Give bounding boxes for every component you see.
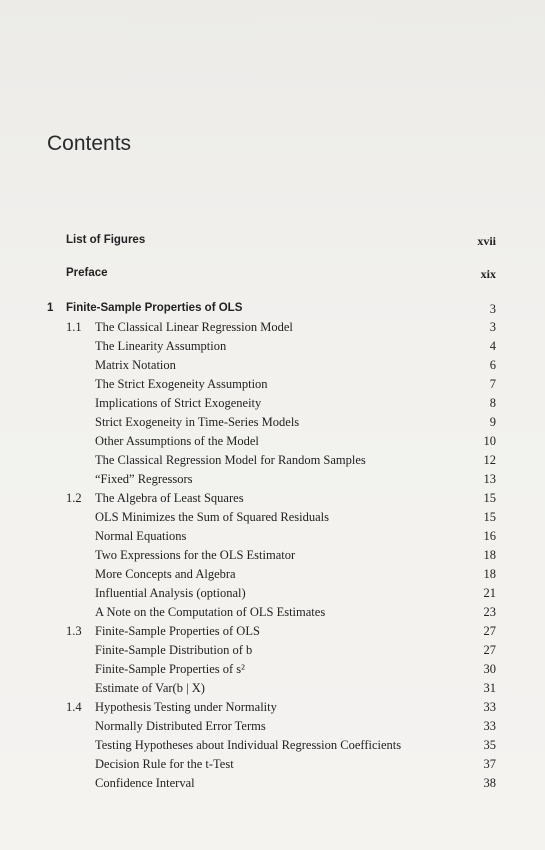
entry-page: 37 xyxy=(483,757,496,771)
entry-title: Finite-Sample Properties of s² xyxy=(95,662,245,676)
subsection-entry xyxy=(0,339,545,358)
subsection-entry xyxy=(0,510,545,529)
section-number: 1.2 xyxy=(66,491,82,505)
entry-page: 15 xyxy=(483,510,496,524)
front-matter-page: xix xyxy=(480,267,496,281)
entry-title: Other Assumptions of the Model xyxy=(95,434,259,448)
subsection-entry xyxy=(0,377,545,396)
entry-page: 23 xyxy=(483,605,496,619)
entry-page: 21 xyxy=(483,586,496,600)
entry-title: Influential Analysis (optional) xyxy=(95,586,246,600)
subsection-entry xyxy=(0,681,545,700)
subsection-entry xyxy=(0,396,545,415)
section-entry xyxy=(0,491,545,510)
entry-title: Strict Exogeneity in Time-Series Models xyxy=(95,415,300,429)
section-number: 1.1 xyxy=(66,320,82,334)
section-number: 1.4 xyxy=(66,700,82,714)
subsection-entry xyxy=(0,719,545,738)
entry-page: 18 xyxy=(483,567,496,581)
section-number: 1.3 xyxy=(66,624,82,638)
entry-title: Hypothesis Testing under Normality xyxy=(95,700,277,714)
entry-page: 18 xyxy=(483,548,496,562)
entry-page: 27 xyxy=(483,624,496,638)
entry-title: Estimate of Var(b | X) xyxy=(95,681,205,695)
section-entry xyxy=(0,700,545,719)
subsection-entry xyxy=(0,757,545,776)
subsection-entry xyxy=(0,415,545,434)
subsection-entry xyxy=(0,586,545,605)
entry-page: 6 xyxy=(489,358,496,372)
entry-title: Two Expressions for the OLS Estimator xyxy=(95,548,296,562)
entry-title: The Algebra of Least Squares xyxy=(95,491,244,505)
subsection-entry xyxy=(0,453,545,472)
entry-page: 3 xyxy=(489,320,496,334)
subsection-entry xyxy=(0,548,545,567)
subsection-entry xyxy=(0,605,545,624)
entry-title: A Note on the Computation of OLS Estimates xyxy=(95,605,326,619)
entry-title: The Classical Linear Regression Model xyxy=(95,320,293,334)
entry-page: 7 xyxy=(489,377,496,391)
page-title: Contents xyxy=(47,132,132,155)
subsection-entry xyxy=(0,662,545,681)
subsection-entry xyxy=(0,738,545,757)
entry-page: 33 xyxy=(483,700,496,714)
entry-page: 33 xyxy=(483,719,496,733)
entry-title: Normal Equations xyxy=(95,529,187,543)
chapter-number: 1 xyxy=(47,302,54,314)
front-matter-label: List of Figures xyxy=(66,234,146,246)
chapter-page: 3 xyxy=(489,302,496,316)
front-matter-page: xvii xyxy=(477,234,496,248)
entry-page: 15 xyxy=(483,491,496,505)
front-matter-list-of-figures xyxy=(66,234,496,246)
entry-title: Testing Hypotheses about Individual Regression Coefficients xyxy=(95,738,402,752)
entry-title: Finite-Sample Properties of OLS xyxy=(95,624,260,638)
entry-title: Decision Rule for the t-Test xyxy=(95,757,234,771)
entry-page: 8 xyxy=(489,396,496,410)
entry-title: The Classical Regression Model for Random Samples xyxy=(95,453,366,467)
entry-page: 27 xyxy=(483,643,496,657)
entry-title: The Strict Exogeneity Assumption xyxy=(95,377,268,391)
section-entry xyxy=(0,624,545,643)
entry-page: 9 xyxy=(489,415,496,429)
entry-page: 31 xyxy=(483,681,496,695)
entry-title: Normally Distributed Error Terms xyxy=(95,719,266,733)
entry-page: 10 xyxy=(483,434,496,448)
subsection-entry xyxy=(0,358,545,377)
entry-page: 13 xyxy=(483,472,496,486)
subsection-entry xyxy=(0,776,545,795)
front-matter-label: Preface xyxy=(66,267,108,279)
entry-page: 12 xyxy=(483,453,496,467)
subsection-entry xyxy=(0,567,545,586)
entry-page: 38 xyxy=(483,776,496,790)
entry-page: 35 xyxy=(483,738,496,752)
entry-title: More Concepts and Algebra xyxy=(95,567,236,581)
subsection-entry xyxy=(0,529,545,548)
chapter-title: Finite-Sample Properties of OLS xyxy=(66,302,243,314)
entry-title: OLS Minimizes the Sum of Squared Residuals xyxy=(95,510,330,524)
entry-title: “Fixed” Regressors xyxy=(95,472,193,486)
section-entry xyxy=(0,320,545,339)
subsection-entry xyxy=(0,472,545,491)
entry-title: Implications of Strict Exogeneity xyxy=(95,396,262,410)
entry-page: 4 xyxy=(489,339,496,353)
entry-title: Matrix Notation xyxy=(95,358,176,372)
subsection-entry xyxy=(0,434,545,453)
entry-title: Confidence Interval xyxy=(95,776,195,790)
entry-title: Finite-Sample Distribution of b xyxy=(95,643,253,657)
entry-title: The Linearity Assumption xyxy=(95,339,227,353)
subsection-entry xyxy=(0,643,545,662)
entry-page: 30 xyxy=(483,662,496,676)
entry-page: 16 xyxy=(483,529,496,543)
front-matter-preface xyxy=(66,267,496,279)
